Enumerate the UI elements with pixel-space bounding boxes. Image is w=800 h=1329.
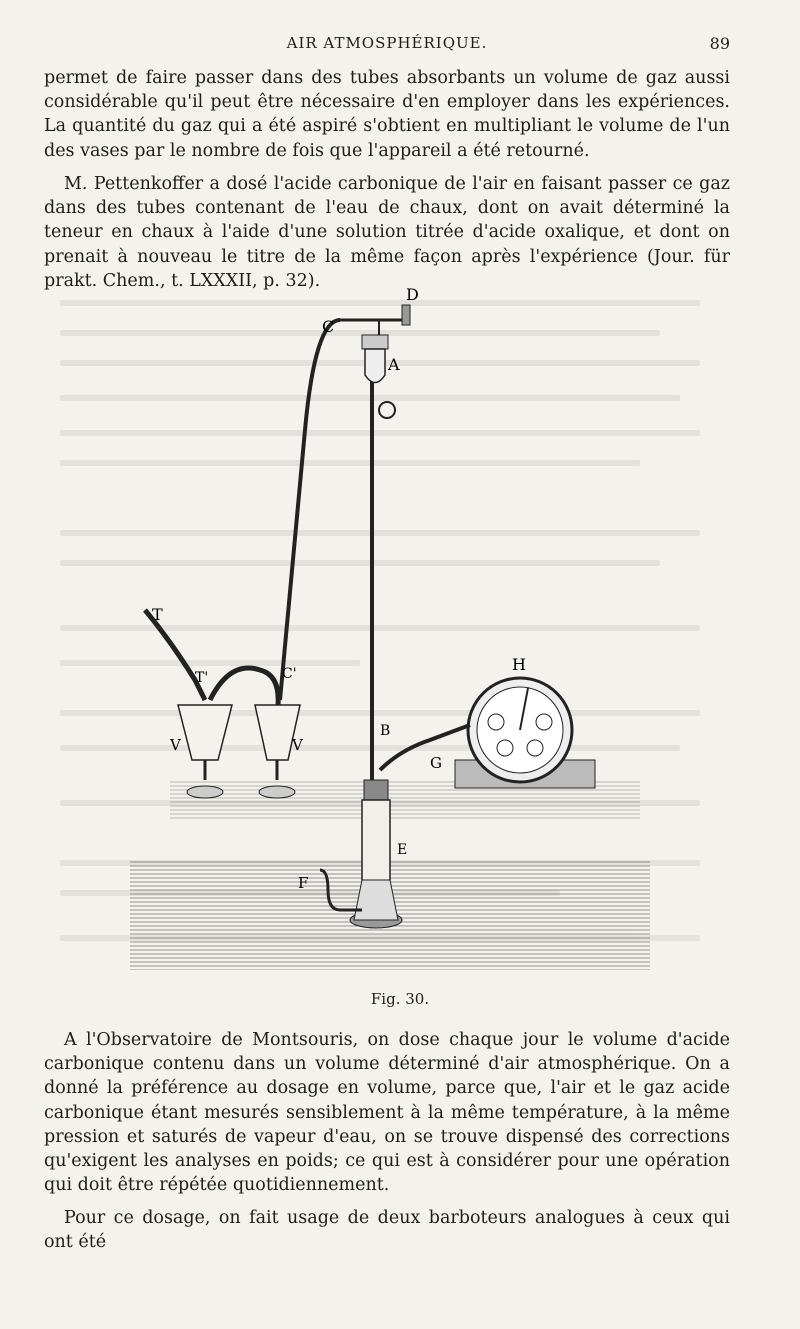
- paragraph-1: permet de faire passer dans des tubes absorbants un volume de gaz aussi considérable qu'il peut être nécessaire d'en employer dans les expériences. La quantité du gaz qui a été aspiré s'obtient en multipliant le volume de l'un des vases par le nombre de fois que l'appareil a été retourné.: [44, 68, 730, 161]
- running-title: AIR ATMOSPHÉRIQUE.: [286, 34, 488, 52]
- label-f: F: [298, 874, 309, 892]
- tap-d: [340, 305, 410, 325]
- paragraph-2: M. Pettenkoffer a dosé l'acide carbonique de l'air en faisant passer ce gaz dans des tubes contenant de l'eau de chaux, dont on avait déterminé la teneur en chaux à l'aide d'une solution titrée d'acide oxalique, et dont on prenait à nouveau le titre de la même façon après l'expérience (Jour. für prakt. Chem., t. LXXXII, p. 32).: [44, 174, 730, 291]
- label-a: A: [388, 355, 400, 374]
- label-b: B: [380, 723, 391, 739]
- label-t-prime: T': [195, 670, 209, 686]
- apparatus-figure: [100, 280, 660, 980]
- gas-meter-h: [455, 678, 595, 788]
- label-v-left: V: [170, 736, 181, 754]
- label-d: D: [406, 285, 419, 304]
- tube-t-prime: [210, 668, 278, 705]
- label-c: C: [322, 317, 335, 336]
- label-v-right: V: [292, 736, 303, 754]
- label-t: T: [152, 605, 163, 624]
- label-h: H: [512, 655, 526, 674]
- label-c-prime: C': [282, 666, 297, 682]
- label-g: G: [430, 754, 442, 772]
- paragraph-4: Pour ce dosage, on fait usage de deux barboteurs analogues à ceux qui ont été: [44, 1208, 730, 1253]
- label-e: E: [397, 842, 408, 858]
- page-header: [44, 34, 730, 56]
- paragraph-3: A l'Observatoire de Montsouris, on dose chaque jour le volume d'acide carbonique contenu dans un volume déterminé d'air atmosphérique. On a donné la préférence au dosage en volume, parce que, l'air et le gaz acide carbonique étant mesurés sensiblement à la même température, à la même pression et saturés de vapeur d'eau, on se trouve dispensé des corrections qu'exigent les analyses en poids; ce qui est à considérer pour une opération qui doit être répétée quotidiennement.: [44, 1030, 730, 1196]
- page-number: 89: [709, 34, 730, 53]
- apparatus-illustration: [100, 280, 660, 980]
- tube-c: [280, 320, 340, 700]
- figure-caption: Fig. 30.: [370, 990, 430, 1008]
- vessel-a: [362, 335, 395, 418]
